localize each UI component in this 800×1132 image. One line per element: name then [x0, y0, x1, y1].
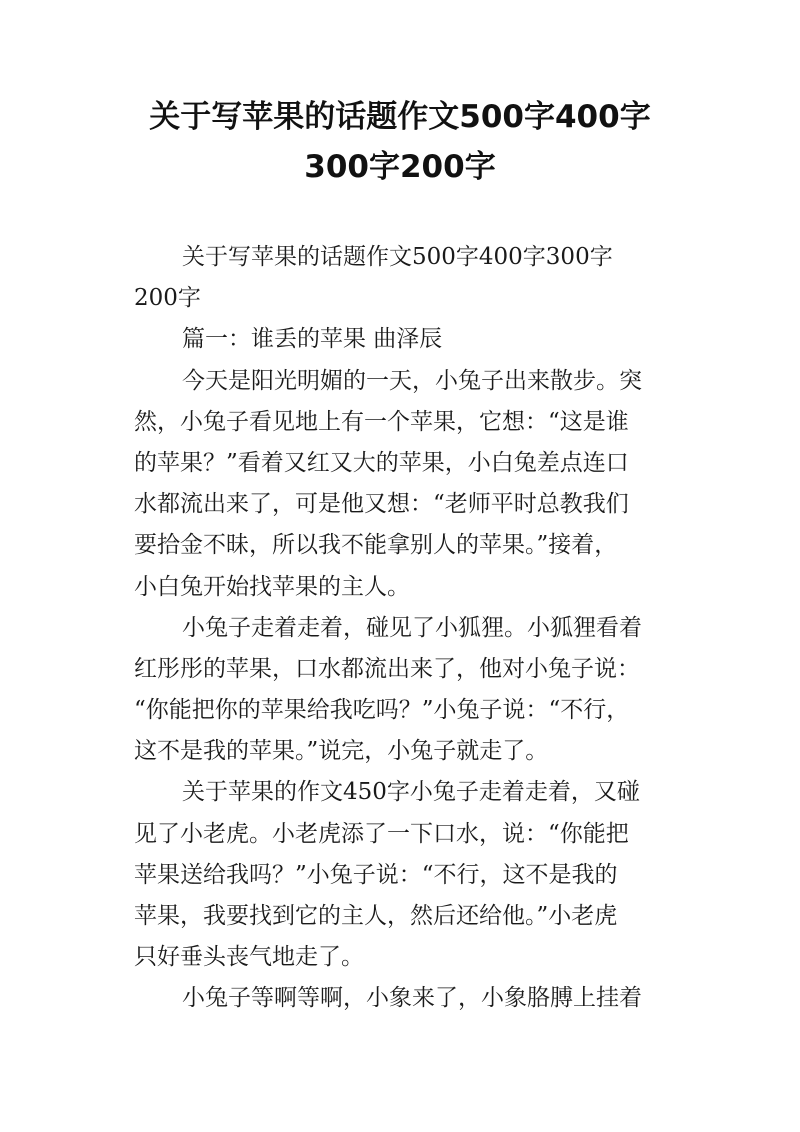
body-line: 的苹果？”看着又红又大的苹果，小白兔差点连口 — [134, 449, 629, 476]
body-line: 苹果，我要找到它的主人，然后还给他。”小老虎 — [134, 903, 618, 929]
section-heading: 篇一：谁丢的苹果 曲泽辰 — [182, 326, 443, 353]
body-line: 小白兔开始找苹果的主人。 — [134, 573, 410, 600]
body-line: 要拾金不昧，所以我不能拿别人的苹果。”接着， — [134, 532, 618, 559]
body-line: 这不是我的苹果。”说完，小兔子就走了。 — [134, 738, 549, 765]
title-line: 300字200字 — [304, 149, 496, 185]
body-line: 只好垂头丧气地走了。 — [134, 944, 364, 971]
document-title — [120, 92, 680, 192]
body-line: “你能把你的苹果给我吃吗？”小兔子说：“不行， — [134, 697, 630, 724]
body-line: 小兔子等啊等啊，小象来了，小象胳膊上挂着 — [182, 985, 642, 1012]
body-line: 今天是阳光明媚的一天，小兔子出来散步。突 — [182, 367, 642, 394]
body-line: 见了小老虎。小老虎添了一下口水，说：“你能把 — [134, 820, 629, 847]
document-body — [134, 237, 674, 1020]
body-line: 水都流出来了，可是他又想：“老师平时总教我们 — [134, 491, 629, 518]
body-line: 红彤彤的苹果，口水都流出来了，他对小兔子说： — [134, 655, 640, 682]
body-line: 小兔子走着走着，碰见了小狐狸。小狐狸看着 — [182, 614, 642, 641]
body-line: 然，小兔子看见地上有一个苹果，它想：“这是谁 — [134, 408, 629, 435]
body-line: 关于苹果的作文450字小兔子走着走着，又碰 — [182, 779, 640, 806]
title-line: 关于写苹果的话题作文500字400字 — [149, 99, 651, 135]
body-line: 关于写苹果的话题作文500字400字300字 — [182, 244, 613, 270]
body-line: 苹果送给我吗？”小兔子说：“不行，这不是我的 — [134, 861, 618, 888]
body-line: 200字 — [134, 285, 201, 312]
